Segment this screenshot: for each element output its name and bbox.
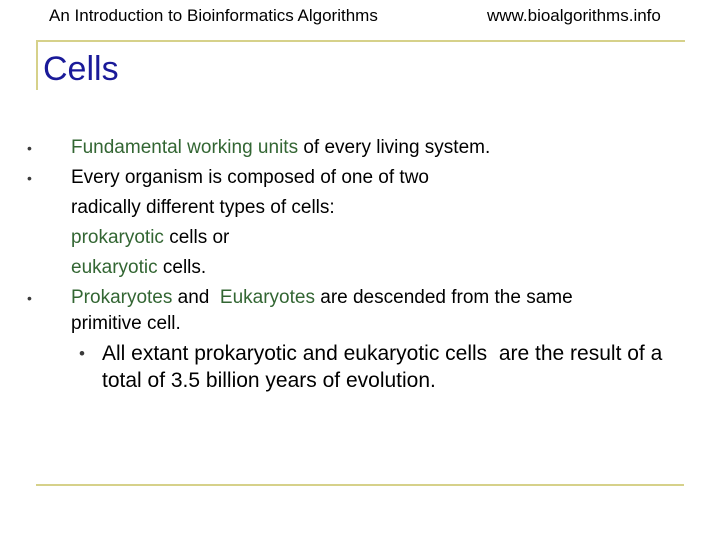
highlight-text: Fundamental working units bbox=[71, 137, 299, 158]
bullet-item-3 bbox=[27, 283, 707, 313]
top-rule bbox=[37, 40, 685, 42]
bullet-text: Every organism is composed of one of two bbox=[71, 167, 430, 188]
bullet-icon: • bbox=[79, 344, 85, 363]
bullet-text: radically different types of cells: bbox=[71, 197, 335, 218]
header-course-title: An Introduction to Bioinformatics Algorithms bbox=[49, 6, 378, 25]
bullet-icon: • bbox=[27, 290, 32, 306]
bullet-text: and bbox=[172, 287, 220, 308]
highlight-text: prokaryotic bbox=[71, 227, 164, 248]
bullet-text: cells or bbox=[163, 227, 230, 248]
bullet-text: primitive cell. bbox=[71, 313, 181, 334]
bottom-rule bbox=[36, 484, 684, 486]
bullet-item-3-line-2 bbox=[27, 313, 707, 335]
title-side-rule bbox=[36, 40, 38, 90]
highlight-text: Eukaryotes bbox=[219, 287, 315, 308]
highlight-text: eukaryotic bbox=[71, 257, 158, 278]
bullet-item-2 bbox=[27, 163, 707, 193]
bullet-item-2-line-3 bbox=[27, 223, 707, 253]
header-website: www.bioalgorithms.info bbox=[487, 6, 661, 25]
bullet-item-1 bbox=[27, 133, 707, 163]
sub-bullet-text: All extant prokaryotic and eukaryotic cells are the result of a total of 3.5 billion years of evolution. bbox=[102, 342, 669, 392]
bullet-text: are descended from the same bbox=[314, 287, 573, 308]
bullet-text: cells. bbox=[157, 257, 207, 278]
highlight-text: Prokaryotes bbox=[71, 287, 173, 308]
bullet-icon: • bbox=[27, 170, 32, 186]
bullet-item-2-line-4 bbox=[27, 253, 707, 283]
bullet-item-2-line-2 bbox=[27, 193, 707, 223]
bullet-list bbox=[27, 133, 707, 335]
slide-title: Cells bbox=[43, 50, 119, 88]
bullet-icon: • bbox=[27, 140, 32, 156]
sub-bullet-item bbox=[79, 340, 699, 394]
bullet-text: of every living system. bbox=[298, 137, 491, 158]
